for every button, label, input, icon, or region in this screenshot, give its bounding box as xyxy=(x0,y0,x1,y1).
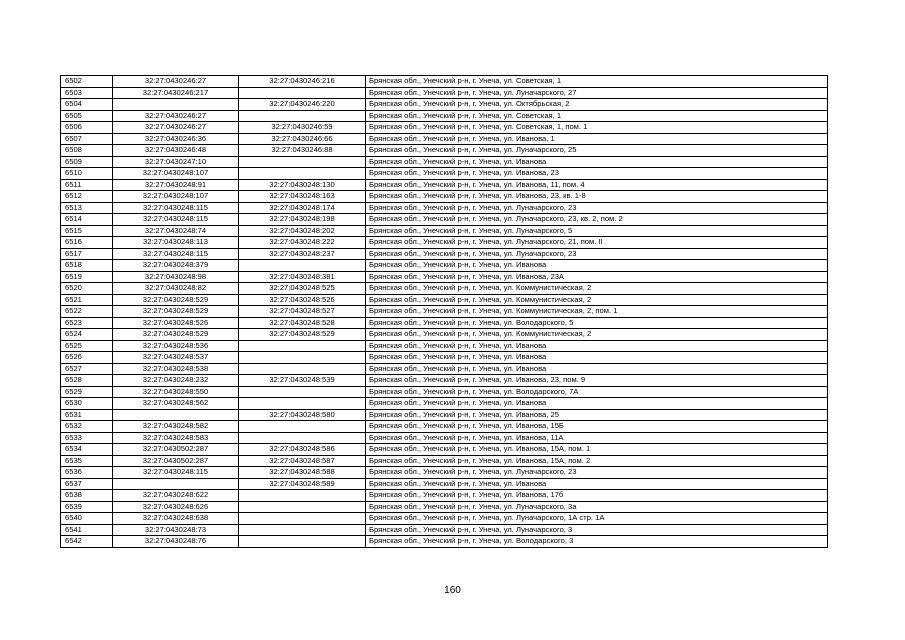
address-cell xyxy=(366,375,828,387)
parent-cadastral-number-cell: 32:27:0430502:287 xyxy=(113,455,239,467)
row-number-cell: 6503 xyxy=(61,87,113,99)
parent-cadastral-number-cell: 32:27:0430248:550 xyxy=(113,386,239,398)
row-number-cell: 6531 xyxy=(61,409,113,421)
table-row xyxy=(61,260,828,272)
address-cell xyxy=(366,421,828,433)
row-number-cell: 6527 xyxy=(61,363,113,375)
table-row xyxy=(61,110,828,122)
address-cell xyxy=(366,179,828,191)
row-number-cell: 6516 xyxy=(61,237,113,249)
address-prefix: Брянская обл., Унечский р-н, г. Унеча, xyxy=(369,329,504,338)
row-number-cell: 6525 xyxy=(61,340,113,352)
cadastral-number-cell: 32:27:0430246:216 xyxy=(239,76,366,88)
address-prefix: Брянская обл., Унечский р-н, г. Унеча, xyxy=(369,168,504,177)
address-prefix: Брянская обл., Унечский р-н, г. Унеча, xyxy=(369,225,504,235)
address-cell xyxy=(366,490,828,502)
address-prefix: Брянская обл., Унечский р-н, г. Унеча, xyxy=(369,87,504,97)
parent-cadastral-number-cell: 32:27:0430248:379 xyxy=(113,260,239,272)
parent-cadastral-number-cell: 32:27:0430248:73 xyxy=(113,524,239,536)
table-row xyxy=(61,156,828,168)
address-street: ул. Иванова xyxy=(503,363,547,373)
table-row xyxy=(61,478,828,490)
row-number-cell: 6518 xyxy=(61,260,113,272)
address-street: ул. Володарского, 3 xyxy=(503,536,574,545)
address-cell xyxy=(366,524,828,536)
address-prefix: Брянская обл., Унечский р-н, г. Унеча, xyxy=(369,294,504,304)
parent-cadastral-number-cell: 32:27:0430246:27 xyxy=(113,110,239,122)
cadastral-number-cell xyxy=(239,513,366,525)
address-street: ул. Луначарского, 25 xyxy=(503,145,577,154)
row-number-cell: 6521 xyxy=(61,294,113,306)
cadastral-number-cell: 32:27:0430246:59 xyxy=(239,122,366,134)
address-prefix: Брянская обл., Унечский р-н, г. Унеча, xyxy=(369,478,504,488)
address-cell xyxy=(366,260,828,272)
address-street: ул. Луначарского, 27 xyxy=(503,87,577,97)
table-row xyxy=(61,513,828,525)
address-cell xyxy=(366,76,828,88)
address-prefix: Брянская обл., Унечский р-н, г. Унеча, xyxy=(369,306,504,315)
table-row xyxy=(61,432,828,444)
parent-cadastral-number-cell: 32:27:0430248:113 xyxy=(113,237,239,249)
address-street: ул. Луначарского, 23 xyxy=(503,202,577,212)
address-cell xyxy=(366,455,828,467)
table-row xyxy=(61,455,828,467)
cadastral-number-cell xyxy=(239,501,366,513)
row-number-cell: 6534 xyxy=(61,444,113,456)
address-street: ул. Иванова, 23, пом. 9 xyxy=(503,375,586,384)
address-prefix: Брянская обл., Унечский р-н, г. Унеча, xyxy=(369,432,504,442)
cadastral-number-cell: 32:27:0430248:588 xyxy=(239,467,366,479)
cadastral-number-cell: 32:27:0430248:130 xyxy=(239,179,366,191)
address-prefix: Брянская обл., Унечский р-н, г. Унеча, xyxy=(369,237,504,246)
cadastral-number-cell xyxy=(239,110,366,122)
cadastral-number-cell: 32:27:0430248:525 xyxy=(239,283,366,295)
row-number-cell: 6511 xyxy=(61,179,113,191)
address-prefix: Брянская обл., Унечский р-н, г. Унеча, xyxy=(369,191,504,200)
row-number-cell: 6502 xyxy=(61,76,113,88)
address-street: ул. Иванова, 23А xyxy=(503,271,564,281)
address-prefix: Брянская обл., Унечский р-н, г. Унеча, xyxy=(369,214,504,223)
cadastral-number-cell: 32:27:0430246:220 xyxy=(239,99,366,111)
parent-cadastral-number-cell: 32:27:0430247:10 xyxy=(113,156,239,168)
address-street: ул. Иванова, 23, кв. 1-8 xyxy=(503,191,586,200)
address-cell xyxy=(366,110,828,122)
address-street: ул. Иванова, 17б xyxy=(503,490,564,499)
address-street: ул. Володарского, 5 xyxy=(503,317,574,327)
address-cell xyxy=(366,168,828,180)
address-street: ул. Луначарского, 3а xyxy=(503,501,577,511)
address-street: ул. Советская, 1, пом. 1 xyxy=(503,122,588,131)
address-cell xyxy=(366,145,828,157)
parent-cadastral-number-cell: 32:27:0430248:583 xyxy=(113,432,239,444)
table-row xyxy=(61,283,828,295)
address-prefix: Брянская обл., Унечский р-н, г. Унеча, xyxy=(369,271,504,281)
address-street: ул. Иванова xyxy=(503,340,547,350)
row-number-cell: 6541 xyxy=(61,524,113,536)
address-street: ул. Луначарского, 3 xyxy=(503,524,573,534)
address-prefix: Брянская обл., Унечский р-н, г. Унеча, xyxy=(369,340,504,350)
row-number-cell: 6510 xyxy=(61,168,113,180)
parent-cadastral-number-cell: 32:27:0430246:48 xyxy=(113,145,239,157)
cadastral-number-cell xyxy=(239,352,366,364)
address-prefix: Брянская обл., Унечский р-н, г. Унеча, xyxy=(369,122,504,131)
row-number-cell: 6524 xyxy=(61,329,113,341)
address-prefix: Брянская обл., Унечский р-н, г. Унеча, xyxy=(369,421,504,430)
table-row xyxy=(61,421,828,433)
address-cell xyxy=(366,306,828,318)
row-number-cell: 6537 xyxy=(61,478,113,490)
table-row xyxy=(61,467,828,479)
address-cell xyxy=(366,432,828,444)
address-prefix: Брянская обл., Унечский р-н, г. Унеча, xyxy=(369,409,504,419)
row-number-cell: 6528 xyxy=(61,375,113,387)
address-street: ул. Иванова, 1 xyxy=(503,133,555,143)
cadastral-number-cell xyxy=(239,490,366,502)
address-street: ул. Иванова xyxy=(503,478,547,488)
table-row xyxy=(61,248,828,260)
parent-cadastral-number-cell: 32:27:0430248:107 xyxy=(113,168,239,180)
address-street: ул. Иванова, 15Б xyxy=(503,421,564,430)
cadastral-number-cell xyxy=(239,260,366,272)
parent-cadastral-number-cell: 32:27:0430248:526 xyxy=(113,317,239,329)
address-prefix: Брянская обл., Унечский р-н, г. Унеча, xyxy=(369,248,504,258)
address-street: ул. Луначарского, 23, кв. 2, пом. 2 xyxy=(503,214,623,223)
cadastral-number-cell xyxy=(239,432,366,444)
parent-cadastral-number-cell: 32:27:0430248:536 xyxy=(113,340,239,352)
parent-cadastral-number-cell: 32:27:0430246:27 xyxy=(113,122,239,134)
row-number-cell: 6542 xyxy=(61,536,113,548)
address-prefix: Брянская обл., Унечский р-н, г. Унеча, xyxy=(369,524,504,534)
table-row xyxy=(61,306,828,318)
table-row xyxy=(61,225,828,237)
parent-cadastral-number-cell: 32:27:0430248:622 xyxy=(113,490,239,502)
row-number-cell: 6520 xyxy=(61,283,113,295)
address-cell xyxy=(366,478,828,490)
parent-cadastral-number-cell xyxy=(113,99,239,111)
address-prefix: Брянская обл., Унечский р-н, г. Унеча, xyxy=(369,398,504,407)
parent-cadastral-number-cell: 32:27:0430248:537 xyxy=(113,352,239,364)
address-cell xyxy=(366,513,828,525)
row-number-cell: 6536 xyxy=(61,467,113,479)
row-number-cell: 6523 xyxy=(61,317,113,329)
address-street: ул. Луначарского, 1А стр. 1А xyxy=(503,513,605,522)
table-row xyxy=(61,87,828,99)
table-row xyxy=(61,352,828,364)
cadastral-number-cell xyxy=(239,386,366,398)
table-row xyxy=(61,444,828,456)
parent-cadastral-number-cell: 32:27:0430248:115 xyxy=(113,467,239,479)
address-cell xyxy=(366,536,828,548)
address-street: ул. Иванова xyxy=(503,352,547,361)
address-cell xyxy=(366,214,828,226)
row-number-cell: 6539 xyxy=(61,501,113,513)
table-row xyxy=(61,202,828,214)
table-row xyxy=(61,294,828,306)
row-number-cell: 6515 xyxy=(61,225,113,237)
address-prefix: Брянская обл., Унечский р-н, г. Унеча, xyxy=(369,386,504,396)
table-body xyxy=(61,76,828,548)
address-cell xyxy=(366,99,828,111)
parent-cadastral-number-cell: 32:27:0430248:626 xyxy=(113,501,239,513)
parent-cadastral-number-cell: 32:27:0430248:91 xyxy=(113,179,239,191)
parent-cadastral-number-cell: 32:27:0430502:287 xyxy=(113,444,239,456)
address-prefix: Брянская обл., Унечский р-н, г. Унеча, xyxy=(369,501,504,511)
cadastral-number-cell: 32:27:0430248:237 xyxy=(239,248,366,260)
cadastral-number-cell: 32:27:0430248:202 xyxy=(239,225,366,237)
address-cell xyxy=(366,363,828,375)
parent-cadastral-number-cell: 32:27:0430248:98 xyxy=(113,271,239,283)
cadastral-number-cell: 32:27:0430248:539 xyxy=(239,375,366,387)
parent-cadastral-number-cell: 32:27:0430248:562 xyxy=(113,398,239,410)
address-cell xyxy=(366,271,828,283)
table-row xyxy=(61,237,828,249)
address-cell xyxy=(366,329,828,341)
cadastral-number-cell: 32:27:0430248:586 xyxy=(239,444,366,456)
row-number-cell: 6538 xyxy=(61,490,113,502)
parent-cadastral-number-cell: 32:27:0430248:82 xyxy=(113,283,239,295)
address-street: ул. Иванова, 23 xyxy=(503,168,559,177)
address-street: ул. Иванова, 15А, пом. 2 xyxy=(503,455,591,465)
table-row xyxy=(61,409,828,421)
address-street: ул. Луначарского, 23 xyxy=(503,248,577,258)
address-prefix: Брянская обл., Унечский р-н, г. Унеча, xyxy=(369,202,504,212)
table-row xyxy=(61,490,828,502)
table-row xyxy=(61,536,828,548)
cadastral-number-cell: 32:27:0430248:580 xyxy=(239,409,366,421)
address-prefix: Брянская обл., Унечский р-н, г. Унеча, xyxy=(369,363,504,373)
parent-cadastral-number-cell: 32:27:0430246:217 xyxy=(113,87,239,99)
cadastral-number-cell: 32:27:0430248:529 xyxy=(239,329,366,341)
cadastral-number-cell: 32:27:0430248:222 xyxy=(239,237,366,249)
address-prefix: Брянская обл., Унечский р-н, г. Унеча, xyxy=(369,110,504,120)
address-street: ул. Советская, 1 xyxy=(503,110,562,120)
parent-cadastral-number-cell: 32:27:0430248:638 xyxy=(113,513,239,525)
address-prefix: Брянская обл., Унечский р-н, г. Унеча, xyxy=(369,490,504,499)
table-row xyxy=(61,76,828,88)
table-row xyxy=(61,340,828,352)
cadastral-number-cell: 32:27:0430248:381 xyxy=(239,271,366,283)
address-street: ул. Луначарского, 5 xyxy=(503,225,573,235)
address-cell xyxy=(366,340,828,352)
address-cell xyxy=(366,409,828,421)
address-prefix: Брянская обл., Унечский р-н, г. Унеча, xyxy=(369,317,504,327)
row-number-cell: 6509 xyxy=(61,156,113,168)
address-cell xyxy=(366,352,828,364)
table-row xyxy=(61,191,828,203)
address-prefix: Брянская обл., Унечский р-н, г. Унеча, xyxy=(369,467,504,476)
address-street: ул. Иванова xyxy=(503,398,547,407)
address-street: ул. Октябрьская, 2 xyxy=(503,99,570,108)
cadastral-number-cell xyxy=(239,87,366,99)
address-street: ул. Иванова xyxy=(503,260,547,269)
address-prefix: Брянская обл., Унечский р-н, г. Унеча, xyxy=(369,76,504,85)
address-prefix: Брянская обл., Унечский р-н, г. Унеча, xyxy=(369,455,504,465)
table-row xyxy=(61,271,828,283)
address-street: ул. Иванова, 15А, пом. 1 xyxy=(503,444,591,453)
row-number-cell: 6513 xyxy=(61,202,113,214)
parent-cadastral-number-cell: 32:27:0430248:115 xyxy=(113,202,239,214)
address-street: ул. Иванова, 11А xyxy=(503,432,564,442)
table-row xyxy=(61,501,828,513)
address-prefix: Брянская обл., Унечский р-н, г. Унеча, xyxy=(369,133,504,143)
address-prefix: Брянская обл., Унечский р-н, г. Унеча, xyxy=(369,513,504,522)
row-number-cell: 6535 xyxy=(61,455,113,467)
table-row xyxy=(61,99,828,111)
address-street: ул. Советская, 1 xyxy=(503,76,562,85)
table-row xyxy=(61,398,828,410)
address-street: ул. Иванова xyxy=(503,156,547,166)
cadastral-number-cell: 32:27:0430248:198 xyxy=(239,214,366,226)
address-prefix: Брянская обл., Унечский р-н, г. Унеча, xyxy=(369,99,504,108)
table-row xyxy=(61,168,828,180)
address-cell xyxy=(366,317,828,329)
cadastral-number-cell xyxy=(239,168,366,180)
cadastral-number-cell xyxy=(239,398,366,410)
address-prefix: Брянская обл., Унечский р-н, г. Унеча, xyxy=(369,444,504,453)
address-prefix: Брянская обл., Унечский р-н, г. Унеча, xyxy=(369,179,504,189)
cadastral-number-cell: 32:27:0430248:587 xyxy=(239,455,366,467)
address-cell xyxy=(366,283,828,295)
parent-cadastral-number-cell: 32:27:0430248:582 xyxy=(113,421,239,433)
parent-cadastral-number-cell: 32:27:0430248:232 xyxy=(113,375,239,387)
address-cell xyxy=(366,156,828,168)
address-cell xyxy=(366,202,828,214)
cadastral-number-cell: 32:27:0430246:88 xyxy=(239,145,366,157)
table-row xyxy=(61,375,828,387)
row-number-cell: 6530 xyxy=(61,398,113,410)
cadastral-number-cell: 32:27:0430248:528 xyxy=(239,317,366,329)
address-cell xyxy=(366,501,828,513)
address-cell xyxy=(366,237,828,249)
address-street: ул. Иванова, 25 xyxy=(503,409,559,419)
row-number-cell: 6533 xyxy=(61,432,113,444)
parent-cadastral-number-cell: 32:27:0430248:74 xyxy=(113,225,239,237)
row-number-cell: 6526 xyxy=(61,352,113,364)
row-number-cell: 6529 xyxy=(61,386,113,398)
address-prefix: Брянская обл., Унечский р-н, г. Унеча, xyxy=(369,375,504,384)
address-street: ул. Луначарского, 21, пом. II xyxy=(503,237,603,246)
address-street: ул. Коммунистическая, 2 xyxy=(503,329,592,338)
parent-cadastral-number-cell: 32:27:0430248:115 xyxy=(113,248,239,260)
row-number-cell: 6519 xyxy=(61,271,113,283)
cadastral-number-cell: 32:27:0430246:66 xyxy=(239,133,366,145)
address-cell xyxy=(366,225,828,237)
address-prefix: Брянская обл., Унечский р-н, г. Унеча, xyxy=(369,283,504,292)
table-row xyxy=(61,122,828,134)
address-cell xyxy=(366,386,828,398)
table-row xyxy=(61,179,828,191)
address-street: ул. Коммунистическая, 2 xyxy=(503,294,592,304)
row-number-cell: 6504 xyxy=(61,99,113,111)
table-row xyxy=(61,317,828,329)
cadastral-number-cell xyxy=(239,363,366,375)
parent-cadastral-number-cell: 32:27:0430248:115 xyxy=(113,214,239,226)
table-row xyxy=(61,214,828,226)
row-number-cell: 6522 xyxy=(61,306,113,318)
address-street: ул. Коммунистическая, 2, пом. 1 xyxy=(503,306,618,315)
row-number-cell: 6540 xyxy=(61,513,113,525)
address-cell xyxy=(366,398,828,410)
table-row xyxy=(61,524,828,536)
parent-cadastral-number-cell: 32:27:0430248:76 xyxy=(113,536,239,548)
cadastral-number-cell xyxy=(239,340,366,352)
cadastral-table xyxy=(60,75,828,548)
row-number-cell: 6506 xyxy=(61,122,113,134)
address-cell xyxy=(366,191,828,203)
parent-cadastral-number-cell: 32:27:0430248:529 xyxy=(113,329,239,341)
parent-cadastral-number-cell: 32:27:0430246:27 xyxy=(113,76,239,88)
address-prefix: Брянская обл., Унечский р-н, г. Унеча, xyxy=(369,260,504,269)
address-cell xyxy=(366,248,828,260)
parent-cadastral-number-cell: 32:27:0430246:36 xyxy=(113,133,239,145)
cadastral-number-cell xyxy=(239,536,366,548)
parent-cadastral-number-cell xyxy=(113,409,239,421)
parent-cadastral-number-cell: 32:27:0430248:538 xyxy=(113,363,239,375)
parent-cadastral-number-cell: 32:27:0430248:107 xyxy=(113,191,239,203)
address-street: ул. Луначарского, 23 xyxy=(503,467,577,476)
row-number-cell: 6512 xyxy=(61,191,113,203)
address-cell xyxy=(366,87,828,99)
address-cell xyxy=(366,133,828,145)
page-number: 160 xyxy=(444,585,461,596)
cadastral-number-cell: 32:27:0430248:589 xyxy=(239,478,366,490)
row-number-cell: 6505 xyxy=(61,110,113,122)
row-number-cell: 6514 xyxy=(61,214,113,226)
table-row xyxy=(61,363,828,375)
address-street: ул. Володарского, 7А xyxy=(503,386,579,396)
row-number-cell: 6532 xyxy=(61,421,113,433)
address-cell xyxy=(366,444,828,456)
cadastral-number-cell xyxy=(239,524,366,536)
address-prefix: Брянская обл., Унечский р-н, г. Унеча, xyxy=(369,536,504,545)
table-row xyxy=(61,145,828,157)
cadastral-number-cell: 32:27:0430248:163 xyxy=(239,191,366,203)
parent-cadastral-number-cell: 32:27:0430248:529 xyxy=(113,294,239,306)
address-prefix: Брянская обл., Унечский р-н, г. Унеча, xyxy=(369,156,504,166)
cadastral-number-cell: 32:27:0430248:174 xyxy=(239,202,366,214)
cadastral-number-cell: 32:27:0430248:526 xyxy=(239,294,366,306)
address-street: ул. Коммунистическая, 2 xyxy=(503,283,592,292)
address-prefix: Брянская обл., Унечский р-н, г. Унеча, xyxy=(369,352,504,361)
cadastral-number-cell xyxy=(239,156,366,168)
table-row xyxy=(61,329,828,341)
row-number-cell: 6517 xyxy=(61,248,113,260)
address-cell xyxy=(366,467,828,479)
address-street: ул. Иванова, 11, пом. 4 xyxy=(503,179,585,189)
address-prefix: Брянская обл., Унечский р-н, г. Унеча, xyxy=(369,145,504,154)
table-row xyxy=(61,386,828,398)
cadastral-number-cell: 32:27:0430248:527 xyxy=(239,306,366,318)
row-number-cell: 6508 xyxy=(61,145,113,157)
table-row xyxy=(61,133,828,145)
cadastral-number-cell xyxy=(239,421,366,433)
parent-cadastral-number-cell xyxy=(113,478,239,490)
parent-cadastral-number-cell: 32:27:0430248:529 xyxy=(113,306,239,318)
row-number-cell: 6507 xyxy=(61,133,113,145)
address-cell xyxy=(366,294,828,306)
address-cell xyxy=(366,122,828,134)
